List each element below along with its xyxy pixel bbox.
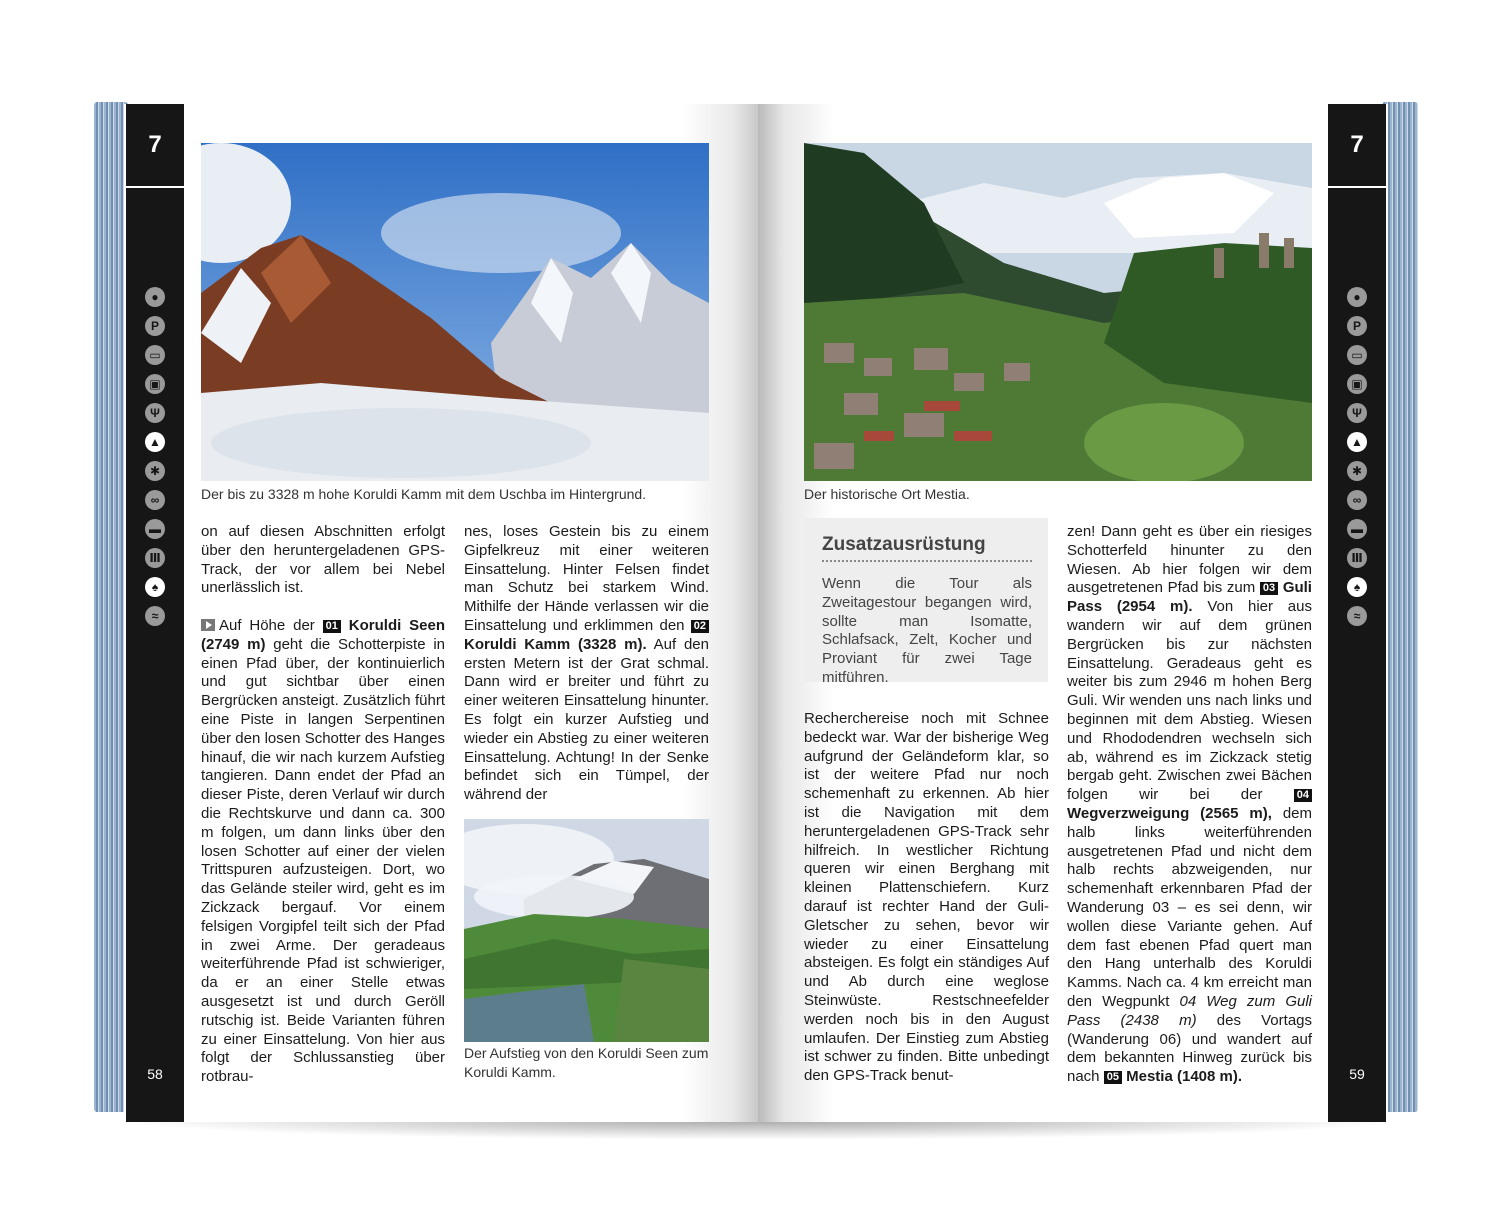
museum-icon: Ⅲ bbox=[1347, 548, 1367, 568]
waypoint-badge: 03 bbox=[1260, 582, 1278, 595]
page-number: 58 bbox=[147, 1066, 163, 1082]
bike-icon: ∞ bbox=[145, 490, 165, 510]
cable-car-icon: ▣ bbox=[1347, 374, 1367, 394]
photo-mestia bbox=[804, 143, 1312, 481]
waypoint-name: Guli Pass (2954 m). bbox=[1067, 579, 1312, 616]
left-chapter-bar bbox=[126, 104, 184, 1122]
bus-icon: ▭ bbox=[145, 345, 165, 365]
paragraph: zen! Dann geht es über ein riesiges Schotterfeld hinunter zu den Wiesen. Ab hier folgen wir dem ausgetretenen Pfad bis zum 03 Guli Pass (2954 m). Von hier aus wandern wir auf dem grünen Bergrücken bis zur nächsten Einsattelung. Geradeaus geht es weiter bis zum 2946 m hohen Berg Guli. Wir wenden uns nach links und beginnen mit dem Abstieg. Wiesen und Rhododendren wechseln sich ab, während es im Zickzack stetig bergab geht. Zwischen zwei Bächen folgen wir bei der 04 Wegverzweigung (2565 m), dem halb links weiterführenden ausgetretenen Pfad und nicht dem halb rechts abzweigenden, nur schemenhaft erkennbaren Pfad der Wanderung 03 – es sei denn, wir wollen diese Variante gehen. Auf dem fast ebenen Pfad quert man den Hang unterhalb des Koruldi Kamms. Nach ca. 4 km erreicht man den Wegpunkt 04 Weg zum Guli Pass (2438 m) des Vortags (Wanderung 06) und wandert auf dem bekannten Hinweg zurück bis nach 05 Mestia (1408 m). bbox=[1067, 523, 1313, 1086]
photo-koruldi-lakes bbox=[464, 819, 709, 1042]
waypoint-name: Koruldi Seen (2749 m) bbox=[201, 616, 446, 653]
chapter-number: 7 bbox=[1328, 104, 1386, 188]
left-text-column-2 bbox=[464, 523, 709, 824]
right-text-column-1 bbox=[804, 710, 1049, 1105]
bus-icon: ▭ bbox=[1347, 345, 1367, 365]
restaurant-icon: Ψ bbox=[1347, 403, 1367, 423]
bear-icon: ● bbox=[145, 287, 165, 307]
bed-icon: ▬ bbox=[145, 519, 165, 539]
restaurant-icon: Ψ bbox=[145, 403, 165, 423]
waypoint-name: Koruldi Kamm (3328 m). bbox=[464, 635, 647, 653]
museum-icon: Ⅲ bbox=[145, 548, 165, 568]
page-number: 59 bbox=[1349, 1066, 1365, 1082]
parking-icon: P bbox=[1347, 316, 1367, 336]
waypoint-badge: 04 bbox=[1294, 789, 1312, 802]
photo-caption: Der bis zu 3328 m hohe Koruldi Kamm mit dem Uschba im Hintergrund. bbox=[201, 486, 647, 502]
paragraph: Recherchereise noch mit Schnee bedeckt war. War der bisherige Weg aufgrund der Geländeform klar, so ist der weitere Pfad nur noch schemenhaft zu erkennen. Ab hier ist die Navigation mit dem heruntergeladenen GPS-Track sehr hilfreich. In westlicher Richtung queren wir einen Berghang mit kleinen Plattenschiefern. Kurz darauf ist rechter Hand der Guli-Gletscher zu sehen, bevor wir wieder zu einer Einsattelung absteigen. Es folgt ein ständiges Auf und Ab durch eine weglose Steinwüste. Restschneefelder werden noch bis in den August umlaufen. Der Einstieg zum Abstieg ist schwer zu finden. Bitte unbedingt den GPS-Track benut- bbox=[804, 710, 1049, 1085]
info-box-equipment bbox=[804, 518, 1048, 686]
chapter-number: 7 bbox=[126, 104, 184, 188]
waypoint-badge: 05 bbox=[1104, 1071, 1122, 1084]
box-text: Wenn die Tour als Zweitagestour begangen wird, sollte man Isomatte, Schlafsack, Zelt, Kocher und Proviant für zwei Tage mitführen. bbox=[822, 575, 1032, 686]
waypoint-name: Mestia (1408 m). bbox=[1126, 1068, 1243, 1086]
photo-koruldi-ridge bbox=[201, 143, 709, 481]
play-arrow-icon bbox=[201, 619, 215, 631]
forest-icon: ♠ bbox=[1347, 577, 1367, 597]
left-text-column-1 bbox=[201, 523, 445, 1106]
bear-icon: ● bbox=[1347, 287, 1367, 307]
snow-icon: ✱ bbox=[1347, 461, 1367, 481]
box-title: Zusatzausrüstung bbox=[822, 534, 1032, 562]
paragraph: nes, loses Gestein bis zu einem Gipfelkreuz mit einer weiteren Einsattelung. Hinter Felsen findet man Schutz bei starkem Wind. Mithilfe der Hände verlassen wir die Einsattelung und erklimmen den 02 Koruldi Kamm (3328 m). Auf den ersten Metern ist der Grat schmal. Dann wird er breiter und führt zu einer weiteren Einsattelung hinunter. Es folgt ein kurzer Aufstieg und wieder ein Abstieg zu einer weiteren Einsattelung. Achtung! In der Senke befindet sich ein Tümpel, der während der bbox=[464, 523, 709, 804]
photo-caption: Der historische Ort Mestia. bbox=[804, 486, 970, 502]
summit-icon: ▲ bbox=[1347, 432, 1367, 452]
right-text-column-2 bbox=[1067, 523, 1312, 1106]
paragraph: on auf diesen Abschnitten erfolgt über den heruntergeladenen GPS-Track, der vor allem bei Nebel unerlässlich ist. bbox=[201, 523, 445, 597]
photo-caption: Der Aufstieg von den Koruldi Seen zum Koruldi Kamm. bbox=[464, 1045, 709, 1080]
icon-column bbox=[126, 287, 184, 635]
forest-icon: ♠ bbox=[145, 577, 165, 597]
swim-icon: ≈ bbox=[1347, 606, 1367, 626]
waypoint-reference: 04 Weg zum Guli Pass (2438 m) bbox=[1067, 992, 1313, 1029]
swim-icon: ≈ bbox=[145, 606, 165, 626]
paragraph: Auf Höhe der 01 Koruldi Seen (2749 m) geht die Schotterpiste in einen Pfad über, der kontinuierlich und gut sichtbar über einen Bergrücken ansteigt. Zusätzlich führt eine Piste in langen Serpentinen über den losen Schotter des Hanges hinauf, die wir nach kurzem Aufstieg tangieren. Dann endet der Pfad an dieser Piste, deren Verlauf wir durch die Rechtskurve und dann ca. 300 m folgen, um dann links über den losen Schotter auf einer der vielen Trittspuren aufzusteigen. Dort, wo das Gelände steiler wird, geht es im Zickzack bergauf. Vor einem felsigen Vorgipfel teilt sich der Pfad in zwei Arme. Der geradeaus weiterführende Pfad ist schwieriger, da er an einer Stelle etwas ausgesetzt ist und durch Geröll rutschig ist. Beide Varianten führen zu einer Einsattelung. Von hier aus folgt der Schlussanstieg über rotbrau- bbox=[201, 616, 446, 1086]
bike-icon: ∞ bbox=[1347, 490, 1367, 510]
right-chapter-bar bbox=[1328, 104, 1386, 1122]
parking-icon: P bbox=[145, 316, 165, 336]
page-edges-left bbox=[94, 102, 128, 1112]
waypoint-badge: 02 bbox=[691, 620, 709, 633]
waypoint-name: Wegverzweigung (2565 m), bbox=[1067, 804, 1272, 822]
icon-column bbox=[1328, 287, 1386, 635]
snow-icon: ✱ bbox=[145, 461, 165, 481]
summit-icon: ▲ bbox=[145, 432, 165, 452]
cable-car-icon: ▣ bbox=[145, 374, 165, 394]
bed-icon: ▬ bbox=[1347, 519, 1367, 539]
waypoint-badge: 01 bbox=[323, 620, 341, 633]
